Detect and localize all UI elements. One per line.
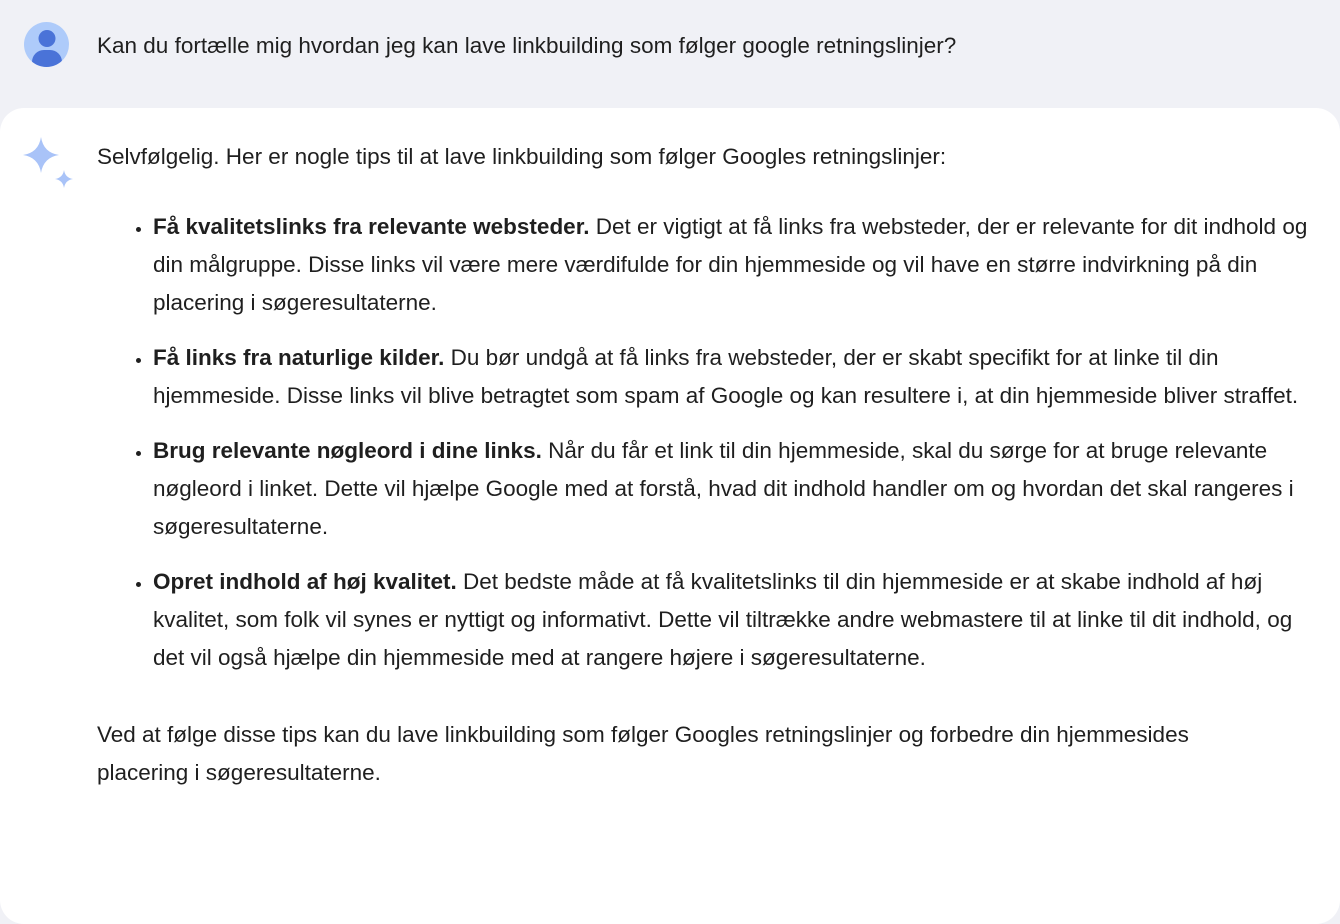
- tip-body: Når du får et link til din hjemmeside, skal du sørge for at bruge relevante nøgleord i linket. Dette vil hjælpe Google med at forstå, hvad dit indhold handler om og hvordan det skal rangeres i søgeresultaterne.: [153, 438, 1294, 539]
- tips-list: [97, 208, 1315, 677]
- avatar-head-shape: [38, 30, 55, 47]
- tip-body: Det er vigtigt at få links fra websteder, der er relevante for dit indhold og din målgruppe. Disse links vil være mere værdifulde for din hjemmeside og vil have en større indvirkning på din placering i søgeresultaterne.: [153, 214, 1308, 315]
- tip-title: Opret indhold af høj kvalitet.: [153, 569, 457, 594]
- list-item: [153, 563, 1313, 677]
- assistant-intro-text: Selvfølgelig. Her er nogle tips til at lave linkbuilding som følger Googles retningslinjer:: [97, 144, 947, 169]
- assistant-response-card: [0, 108, 1340, 924]
- tip-title: Få links fra naturlige kilder.: [153, 345, 445, 370]
- list-item: [153, 339, 1313, 415]
- user-message-row: [0, 0, 1340, 108]
- tip-body: Du bør undgå at få links fra websteder, der er skabt specifikt for at linke til din hjemmeside. Disse links vil blive betragtet som spam af Google og kan resultere i, at din hjemmeside bliver straffet.: [153, 345, 1299, 408]
- tip-title: Brug relevante nøgleord i dine links.: [153, 438, 542, 463]
- assistant-outro-text: Ved at følge disse tips kan du lave linkbuilding som følger Googles retningslinjer og forbedre din hjemmesides placering i søgeresultaterne.: [97, 722, 1189, 785]
- list-item: [153, 432, 1313, 546]
- assistant-message: [97, 138, 1315, 792]
- list-item: [153, 208, 1313, 322]
- tip-title: Få kvalitetslinks fra relevante websteder.: [153, 214, 590, 239]
- sparkle-icon: [22, 130, 74, 190]
- user-avatar-icon: [24, 22, 69, 67]
- avatar-body-shape: [32, 50, 62, 67]
- user-message-text: Kan du fortælle mig hvordan jeg kan lave linkbuilding som følger google retningslinjer?: [97, 33, 957, 58]
- tip-body: Det bedste måde at få kvalitetslinks til din hjemmeside er at skabe indhold af høj kvalitet, som folk vil synes er nyttigt og informativt. Dette vil tiltrække andre webmastere til at linke til dit indhold, og det vil også hjælpe din hjemmeside med at rangere højere i søgeresultaterne.: [153, 569, 1293, 670]
